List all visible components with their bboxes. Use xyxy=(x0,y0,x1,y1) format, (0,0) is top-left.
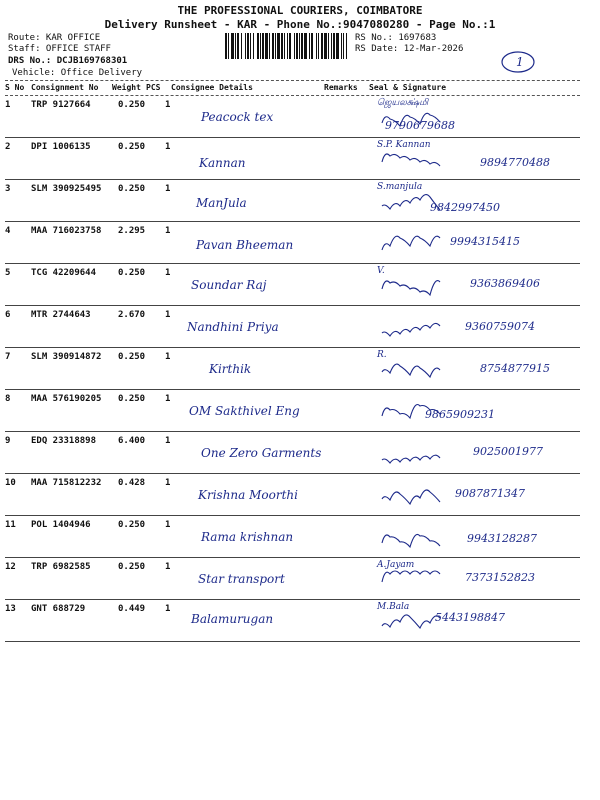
signature-scribble xyxy=(380,568,450,594)
row-sno: 1 xyxy=(5,100,11,110)
row-sno: 3 xyxy=(5,184,11,194)
row-pcs: 1 xyxy=(165,226,171,236)
row-phone-handwritten: 9363869406 xyxy=(470,277,540,290)
row-seal-note: ஜெயலக்ஷ்மி xyxy=(377,98,429,108)
row-seal-note: S.manjula xyxy=(377,182,423,192)
row-phone-handwritten: 9360759074 xyxy=(465,320,535,333)
vehicle-label: Vehicle: Office Delivery xyxy=(12,68,143,78)
row-phone-handwritten: 8754877915 xyxy=(480,362,550,375)
row-consignee-handwritten: Balamurugan xyxy=(191,611,274,626)
barcode xyxy=(225,33,350,59)
row-sno: 5 xyxy=(5,268,11,278)
row-sno: 10 xyxy=(5,478,16,488)
signature-scribble xyxy=(380,358,450,384)
table-row xyxy=(5,138,580,180)
table-row xyxy=(5,222,580,264)
row-pcs: 1 xyxy=(165,100,171,110)
signature-scribble xyxy=(380,316,450,342)
row-consignee-handwritten: Nandhini Priya xyxy=(187,320,279,334)
row-weight: 0.449 xyxy=(118,604,146,614)
row-consignment: MAA 576190205 xyxy=(31,394,102,404)
row-weight: 2.295 xyxy=(118,226,146,236)
row-pcs: 1 xyxy=(165,604,171,614)
table-row xyxy=(5,348,580,390)
col-seal: Seal & Signature xyxy=(369,83,447,92)
signature-scribble xyxy=(380,442,450,468)
row-weight: 0.250 xyxy=(118,142,146,152)
header-company: THE PROFESSIONAL COURIERS, COIMBATORE xyxy=(177,4,423,17)
row-consignment: TRP 6982585 xyxy=(31,562,91,572)
row-sno: 6 xyxy=(5,310,11,320)
drs-label: DRS No.: DCJB169768301 xyxy=(8,56,128,66)
row-consignee-handwritten: Kirthik xyxy=(209,362,252,376)
row-consignee-handwritten: Kannan xyxy=(199,156,246,171)
runsheet-table xyxy=(5,80,580,642)
row-phone-handwritten: 7373152823 xyxy=(465,571,535,584)
row-sno: 13 xyxy=(5,604,16,614)
row-consignee-handwritten: Rama krishnan xyxy=(201,530,294,544)
signature-scribble xyxy=(380,484,450,510)
col-pcs: PCS xyxy=(146,83,161,92)
row-pcs: 1 xyxy=(165,436,171,446)
col-sno: S No xyxy=(5,83,25,92)
staff-label: Staff: OFFICE STAFF xyxy=(8,44,111,54)
row-weight: 0.250 xyxy=(118,100,146,110)
rs-no-label: RS No.: 1697683 xyxy=(355,33,437,43)
signature-scribble xyxy=(380,148,450,174)
table-row xyxy=(5,432,580,474)
row-phone-handwritten: 9943128287 xyxy=(467,532,537,545)
row-consignment: DPI 1006135 xyxy=(31,142,91,152)
table-row xyxy=(5,516,580,558)
row-phone-handwritten: 9894770488 xyxy=(480,156,550,169)
row-sno: 7 xyxy=(5,352,11,362)
row-pcs: 1 xyxy=(165,352,171,362)
row-seal-note: A.Jayam xyxy=(377,560,415,570)
table-row xyxy=(5,558,580,600)
col-consignment: Consignment No xyxy=(31,83,99,92)
row-pcs: 1 xyxy=(165,562,171,572)
row-phone-handwritten: 9842997450 xyxy=(430,201,500,214)
row-consignment: GNT 688729 xyxy=(31,604,86,614)
col-consignee: Consignee Details xyxy=(171,83,253,92)
route-label: Route: KAR OFFICE xyxy=(8,33,101,43)
row-pcs: 1 xyxy=(165,142,171,152)
row-consignee-handwritten: OM Sakthivel Eng xyxy=(189,404,300,418)
row-pcs: 1 xyxy=(165,394,171,404)
svg-text:1: 1 xyxy=(516,55,524,69)
row-weight: 6.400 xyxy=(118,436,146,446)
row-sno: 12 xyxy=(5,562,16,572)
row-weight: 0.250 xyxy=(118,184,146,194)
row-consignee-handwritten: Soundar Raj xyxy=(191,278,267,292)
row-consignment: TCG 42209644 xyxy=(31,268,97,278)
row-phone-handwritten: 9994315415 xyxy=(450,235,520,248)
col-weight: Weight xyxy=(112,83,141,92)
circled-page-mark xyxy=(500,50,536,74)
table-row xyxy=(5,96,580,138)
row-sno: 9 xyxy=(5,436,11,446)
table-row xyxy=(5,306,580,348)
row-consignment: EDQ 23318898 xyxy=(31,436,97,446)
row-weight: 0.428 xyxy=(118,478,146,488)
row-consignee-handwritten: Peacock tex xyxy=(201,110,274,124)
row-weight: 0.250 xyxy=(118,268,146,278)
row-consignment: MAA 716023758 xyxy=(31,226,102,236)
row-pcs: 1 xyxy=(165,268,171,278)
table-row xyxy=(5,264,580,306)
row-weight: 2.670 xyxy=(118,310,146,320)
row-consignment: MTR 2744643 xyxy=(31,310,91,320)
row-phone-handwritten: 5443198847 xyxy=(435,611,505,624)
row-sno: 4 xyxy=(5,226,11,236)
col-remarks: Remarks xyxy=(324,83,358,92)
row-pcs: 1 xyxy=(165,520,171,530)
row-consignment: MAA 715812232 xyxy=(31,478,102,488)
rs-date-label: RS Date: 12-Mar-2026 xyxy=(355,44,464,54)
signature-scribble xyxy=(380,232,450,258)
row-pcs: 1 xyxy=(165,310,171,320)
row-sno: 11 xyxy=(5,520,16,530)
table-row xyxy=(5,474,580,516)
table-row xyxy=(5,390,580,432)
row-seal-note: M.Bala xyxy=(377,602,410,612)
row-consignee-handwritten: One Zero Garments xyxy=(201,446,322,460)
row-consignee-handwritten: Pavan Bheeman xyxy=(196,237,294,252)
row-seal-note: V. xyxy=(377,266,385,276)
signature-scribble xyxy=(380,274,450,300)
row-consignment: TRP 9127664 xyxy=(31,100,91,110)
row-seal-note: R. xyxy=(377,350,387,360)
row-phone-handwritten: 9790679688 xyxy=(385,119,455,132)
table-row xyxy=(5,180,580,222)
row-pcs: 1 xyxy=(165,478,171,488)
signature-scribble xyxy=(380,526,450,552)
header-subtitle: Delivery Runsheet - KAR - Phone No.:9047080280 - Page No.:1 xyxy=(104,18,496,31)
row-consignment: SLM 390925495 xyxy=(31,184,102,194)
row-phone-handwritten: 9865909231 xyxy=(425,408,495,421)
row-weight: 0.250 xyxy=(118,394,146,404)
row-consignee-handwritten: Star transport xyxy=(198,572,285,586)
row-weight: 0.250 xyxy=(118,562,146,572)
row-consignment: SLM 390914872 xyxy=(31,352,102,362)
row-weight: 0.250 xyxy=(118,520,146,530)
table-header xyxy=(5,80,580,96)
row-sno: 2 xyxy=(5,142,11,152)
row-phone-handwritten: 9025001977 xyxy=(473,445,543,458)
row-consignee-handwritten: ManJula xyxy=(196,196,247,211)
row-consignment: POL 1404946 xyxy=(31,520,91,530)
row-seal-note: S.P. Kannan xyxy=(377,140,431,150)
row-pcs: 1 xyxy=(165,184,171,194)
row-phone-handwritten: 9087871347 xyxy=(455,487,525,500)
row-consignee-handwritten: Krishna Moorthi xyxy=(198,488,298,502)
table-row xyxy=(5,600,580,642)
row-sno: 8 xyxy=(5,394,11,404)
row-weight: 0.250 xyxy=(118,352,146,362)
